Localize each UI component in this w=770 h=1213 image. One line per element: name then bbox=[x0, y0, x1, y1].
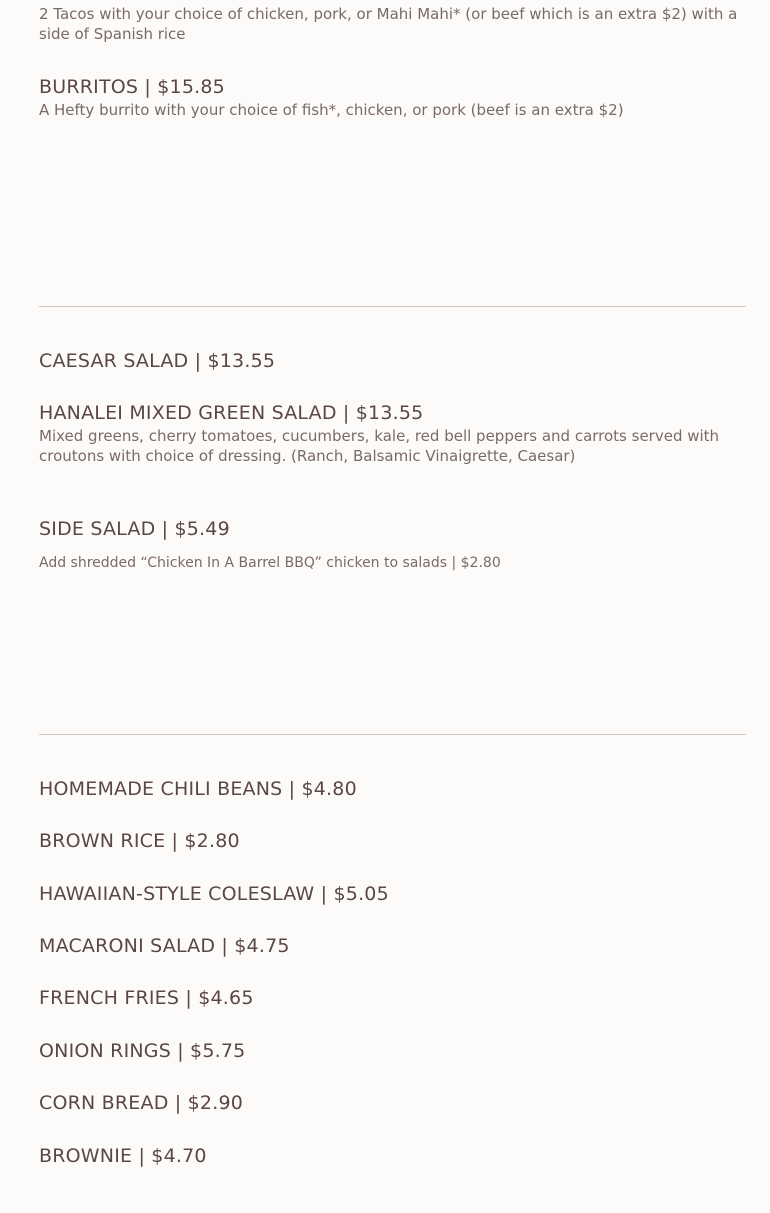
side-item: MACARONI SALAD | $4.75 bbox=[39, 935, 290, 957]
tacos-description: 2 Tacos with your choice of chicken, pork, or Mahi Mahi* (or beef which is an extra $2) with a side of Spanish rice bbox=[39, 5, 738, 43]
section-divider bbox=[39, 734, 746, 735]
burritos-title: BURRITOS | $15.85 bbox=[39, 76, 225, 98]
hanalei-salad-title: HANALEI MIXED GREEN SALAD | $13.55 bbox=[39, 402, 424, 424]
section-divider bbox=[39, 306, 746, 307]
add-chicken-note: Add shredded “Chicken In A Barrel BBQ” chicken to salads | $2.80 bbox=[39, 555, 501, 571]
side-item: FRENCH FRIES | $4.65 bbox=[39, 987, 254, 1009]
side-item: HAWAIIAN-STYLE COLESLAW | $5.05 bbox=[39, 883, 389, 905]
side-item: BROWNIE | $4.70 bbox=[39, 1145, 207, 1167]
hanalei-salad-description: Mixed greens, cherry tomatoes, cucumbers, kale, red bell peppers and carrots served with croutons with choice of dressing. (Ranch, Balsamic Vinaigrette, Caesar) bbox=[39, 427, 720, 465]
side-item: HOMEMADE CHILI BEANS | $4.80 bbox=[39, 778, 357, 800]
burritos-description: A Hefty burrito with your choice of fish*, chicken, or pork (beef is an extra $2) bbox=[39, 101, 624, 119]
caesar-salad-title: CAESAR SALAD | $13.55 bbox=[39, 350, 276, 372]
side-item: BROWN RICE | $2.80 bbox=[39, 830, 240, 852]
side-item: CORN BREAD | $2.90 bbox=[39, 1092, 244, 1114]
side-salad-title: SIDE SALAD | $5.49 bbox=[39, 518, 230, 540]
side-item: ONION RINGS | $5.75 bbox=[39, 1040, 246, 1062]
